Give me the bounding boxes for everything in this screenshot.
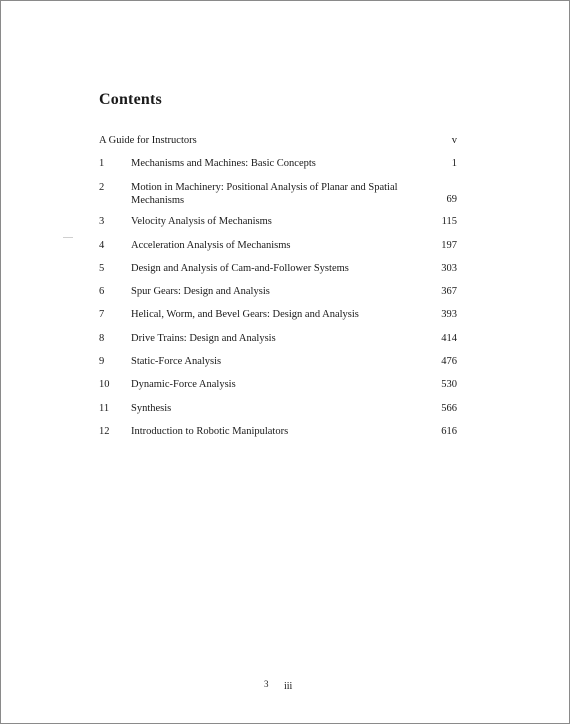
toc-page-number: 530 (441, 379, 457, 390)
toc-title: A Guide for Instructors (99, 135, 197, 146)
toc-title: Drive Trains: Design and Analysis (131, 333, 276, 344)
toc-chapter-number: 5 (99, 263, 105, 274)
toc-title: Motion in Machinery: Positional Analysis of Planar and Spatial Mechanisms (131, 182, 398, 206)
toc-page-number: 367 (441, 286, 457, 297)
toc-title: Acceleration Analysis of Mechanisms (131, 240, 291, 251)
toc-chapter-number: 10 (99, 379, 110, 390)
page-title: Contents (99, 91, 162, 108)
toc-chapter-number: 8 (99, 333, 105, 344)
toc-page-number: 115 (441, 216, 457, 227)
toc-chapter-number: 4 (99, 240, 105, 251)
toc-title: Spur Gears: Design and Analysis (131, 286, 270, 297)
toc-chapter-number: 12 (99, 426, 110, 437)
toc-chapter-number: 11 (99, 403, 110, 414)
toc-title: Mechanisms and Machines: Basic Concepts (131, 158, 316, 169)
toc-chapter-number: 6 (99, 286, 105, 297)
toc-page-number: 393 (441, 309, 457, 320)
toc-chapter-number: 2 (99, 182, 105, 193)
toc-chapter-number: 7 (99, 309, 105, 320)
toc-title: Synthesis (131, 403, 172, 414)
toc-page-number: 616 (441, 426, 457, 437)
toc-page-number: v (451, 135, 457, 146)
toc-page-number: 476 (441, 356, 457, 367)
toc-chapter-number: 9 (99, 356, 105, 367)
toc-title: Introduction to Robotic Manipulators (131, 426, 289, 437)
scan-artifact (63, 237, 73, 238)
footer-sheet-number: 3 (264, 679, 269, 689)
toc-page-number: 1 (451, 158, 457, 169)
toc-page-number: 197 (441, 240, 457, 251)
toc-page-number: 414 (441, 333, 457, 344)
toc-page-number: 303 (441, 263, 457, 274)
toc-title: Dynamic-Force Analysis (131, 379, 236, 390)
toc-chapter-number: 1 (99, 158, 105, 169)
toc-title: Helical, Worm, and Bevel Gears: Design and Analysis (131, 309, 359, 320)
toc-title: Static-Force Analysis (131, 356, 222, 367)
toc-page-number: 69 (446, 194, 457, 205)
toc-title: Design and Analysis of Cam-and-Follower Systems (131, 263, 349, 274)
toc-chapter-number: 3 (99, 216, 105, 227)
toc-page-number: 566 (441, 403, 457, 414)
footer-page-number: iii (284, 681, 293, 692)
toc-title: Velocity Analysis of Mechanisms (131, 216, 272, 227)
